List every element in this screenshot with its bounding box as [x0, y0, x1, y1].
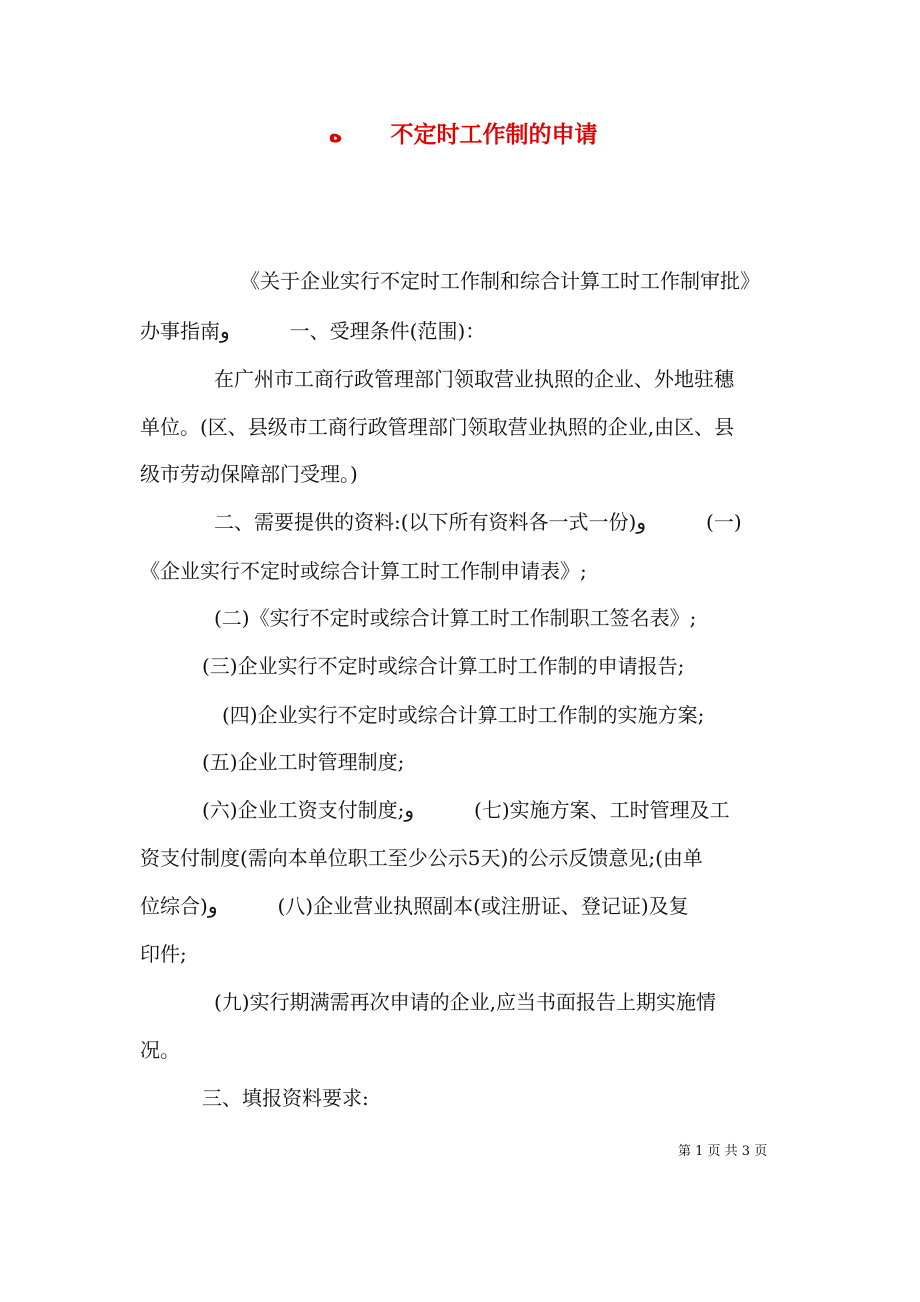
document-title: [0, 118, 920, 152]
body-line-17: 况。: [140, 1038, 180, 1062]
body-line-3: 在广州市工商行政管理部门领取营业执照的企业、外地驻穗: [214, 367, 734, 391]
body-line-2: 办事指南و 一、受理条件(范围)：: [140, 319, 486, 343]
body-line-18: 三、填报资料要求:: [202, 1086, 369, 1110]
body-line-9: (三)企业实行不定时或综合计算工时工作制的申请报告;: [202, 654, 685, 678]
body-line-1: 《关于企业实行不定时工作制和综合计算工时工作制审批》: [240, 269, 760, 293]
body-line-4: 单位。(区、县级市工商行政管理部门领取营业执照的企业,由区、县: [140, 415, 735, 439]
body-line-12: (六)企业工资支付制度;و (七)实施方案、工时管理及工: [202, 798, 730, 822]
body-line-15: 印件;: [140, 942, 187, 966]
body-line-11: (五)企业工时管理制度;: [202, 750, 405, 774]
body-line-16: (九)实行期满需再次申请的企业,应当书面报告上期实施情: [214, 990, 716, 1014]
title-text: 不定时工作制的申请: [390, 122, 598, 148]
body-line-6: 二、需要提供的资料:(以下所有资料各一式一份)و (一): [214, 510, 742, 534]
body-line-5: 级市劳动保障部门受理。): [140, 462, 358, 486]
body-line-7: 《企业实行不定时或综合计算工时工作制申请表》;: [140, 559, 587, 583]
body-line-14: 位综合)و (八)企业营业执照副本(或注册证、登记证)及复: [140, 894, 689, 918]
title-mark: ه: [328, 122, 343, 148]
body-line-10: (四)企业实行不定时或综合计算工时工作制的实施方案;: [222, 703, 705, 727]
body-line-8: (二)《实行不定时或综合计算工时工作制职工签名表》;: [214, 606, 697, 630]
body-line-13: 资支付制度(需向本单位职工至少公示5天)的公示反馈意见;(由单: [140, 846, 703, 870]
page-number-footer: 第 1 页 共 3 页: [678, 1144, 768, 1159]
